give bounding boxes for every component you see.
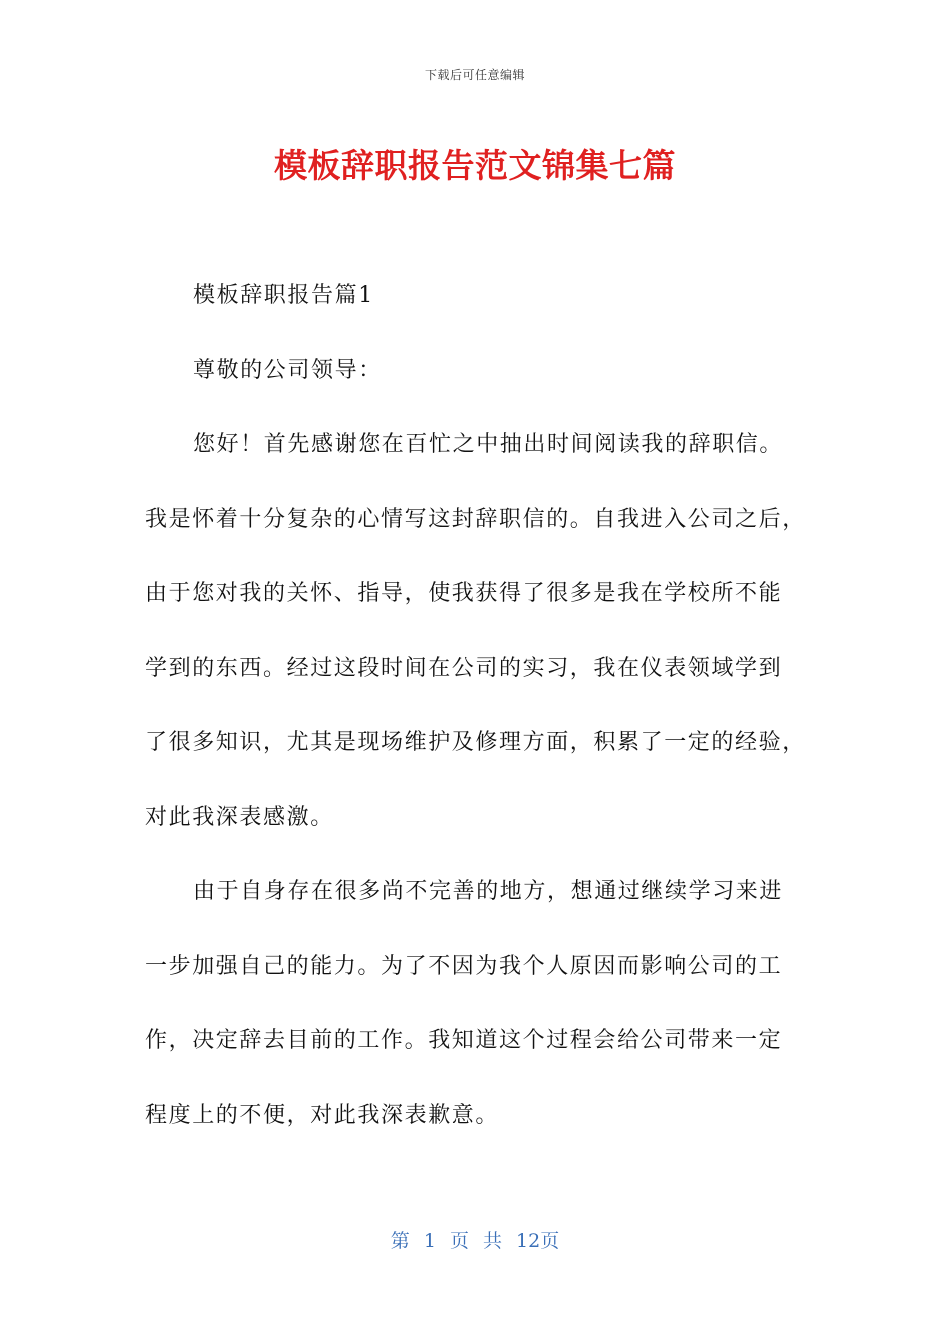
document-body xyxy=(145,272,805,1166)
paragraph-line: 作，决定辞去目前的工作。我知道这个过程会给公司带来一定 xyxy=(145,1028,783,1053)
paragraph-line: 程度上的不便，对此我深表歉意。 xyxy=(145,1102,500,1128)
section-heading: 模板辞职报告篇1 xyxy=(193,283,374,308)
paragraph-line: 一步加强自己的能力。为了不因为我个人原因而影响公司的工 xyxy=(145,953,783,979)
paragraph-line: 了很多知识，尤其是现场维护及修理方面，积累了一定的经验， xyxy=(145,730,806,755)
paragraph-line: 学到的东西。经过这段时间在公司的实习，我在仪表领域学到 xyxy=(145,655,783,681)
header-note: 下载后可任意编辑 xyxy=(424,68,525,82)
salutation: 尊敬的公司领导： xyxy=(193,357,382,383)
paragraph-line: 由于自身存在很多尚不完善的地方，想通过继续学习来进 xyxy=(193,879,784,904)
paragraph-line: 我是怀着十分复杂的心情写这封辞职信的。自我进入公司之后， xyxy=(145,506,806,532)
paragraph-line: 对此我深表感激。 xyxy=(145,804,334,830)
document-title: 模板辞职报告范文锦集七篇 xyxy=(274,146,676,185)
paragraph-line: 您好！首先感谢您在百忙之中抽出时间阅读我的辞职信。 xyxy=(193,432,784,457)
page-indicator: 第 1 页 共 12页 xyxy=(390,1230,560,1252)
paragraph-line: 由于您对我的关怀、指导，使我获得了很多是我在学校所不能 xyxy=(145,581,783,606)
